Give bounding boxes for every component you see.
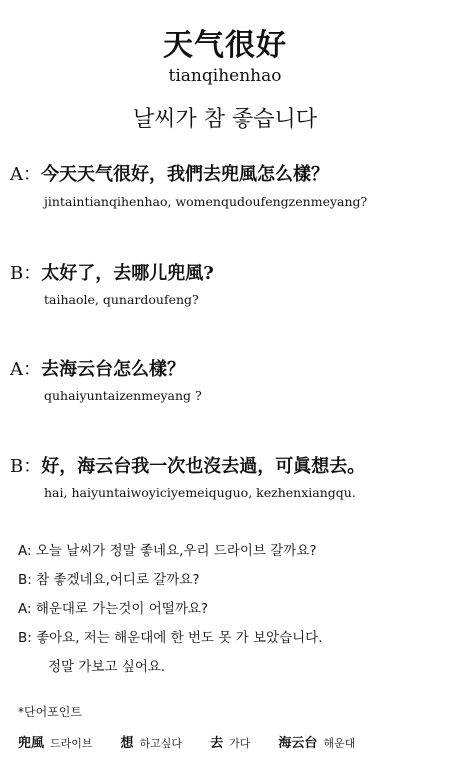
vocab-word: 去 [210, 736, 224, 751]
chinese-text: 去海云台怎么樣？ [41, 359, 185, 380]
vocab-header: *단어포인트 [18, 705, 82, 719]
pinyin-line-2: taihaole, qunardoufeng? [44, 292, 199, 307]
dialogue-line-2 [10, 259, 214, 285]
korean-line-2: B: 참 좋겠네요,어디로 갈까요? [18, 572, 200, 588]
speaker-label: A： [10, 164, 41, 185]
dialogue-line-4 [10, 452, 365, 478]
dialogue-line-3 [10, 355, 185, 381]
speaker-label: B： [10, 263, 42, 284]
pinyin-line-4: hai, haiyuntaiwoyiciyemeiquguo, kezhenxiangqu. [44, 485, 356, 500]
korean-line-3: A: 해운대로 가는것이 어떨까요? [18, 601, 209, 617]
vocab-list [18, 732, 383, 751]
korean-line-1: A: 오늘 날씨가 정말 좋네요,우리 드라이브 갈까요? [18, 543, 317, 559]
chinese-text: 今天天气很好，我們去兜風怎么樣？ [41, 164, 329, 185]
speaker-label: B： [10, 456, 42, 477]
vocab-word: 想 [120, 736, 134, 751]
vocab-meaning: 하고싶다 [139, 737, 183, 750]
page-title: 天气很好 [163, 28, 287, 63]
vocab-meaning: 드라이브 [50, 737, 93, 750]
vocab-word: 兜風 [18, 736, 45, 751]
pinyin-line-1: jintaintianqihenhao, womenqudoufengzenmeyang? [44, 194, 368, 209]
title-pinyin: tianqihenhao [168, 66, 282, 86]
chinese-text: 好，海云台我一次也沒去過，可眞想去。 [41, 456, 366, 477]
vocab-meaning: 가다 [229, 737, 251, 750]
speaker-label: A： [10, 359, 41, 380]
title-korean: 날씨가 참 좋습니다 [132, 107, 317, 132]
chinese-text: 太好了，去哪儿兜風? [41, 263, 214, 284]
korean-line-4: B: 좋아요, 저는 해운대에 한 번도 못 가 보았습니다. [18, 630, 323, 646]
vocab-meaning: 해운대 [323, 737, 356, 750]
pinyin-line-3: quhaiyuntaizenmeyang ? [44, 388, 202, 403]
korean-line-5: 정말 가보고 싶어요. [48, 659, 166, 675]
vocab-word: 海云台 [278, 736, 318, 751]
dialogue-line-1 [10, 160, 329, 186]
